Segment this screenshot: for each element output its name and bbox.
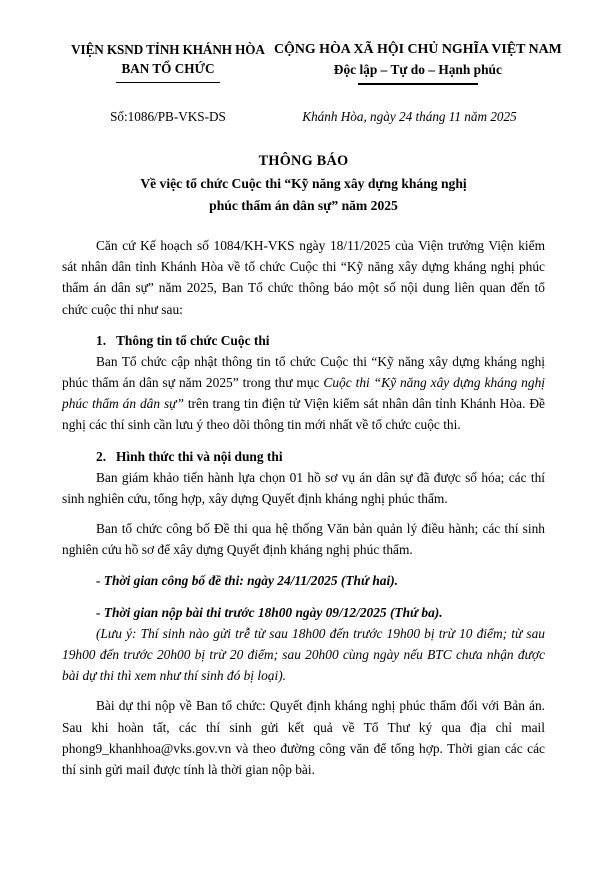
penalty-note-paragraph: (Lưu ý: Thí sinh nào gửi trễ từ sau 18h00 đến trước 19h00 bị trừ 10 điểm; từ sau 19h00 đến trước 20h00 bị trừ 20 điểm; sau 20h00 cùng ngày nếu BTC chưa nhận được bài dự thi thì xem như thí sinh đó bị loại). [62,625,545,684]
issuing-organization-name: VIỆN KSND TỈNH KHÁNH HÒA [71,42,265,57]
country-name: CỘNG HÒA XÃ HỘI CHỦ NGHĨA VIỆT NAM [274,42,562,57]
header-left-underline [116,82,220,83]
document-type-title: THÔNG BÁO [258,152,349,169]
section-2-heading [62,446,545,467]
section-2-number: 2. [96,448,107,464]
section-1-paragraph-part-2: trên trang tin điện tử Viện kiểm sát nhân dân tỉnh Khánh Hòa. Đề nghị các thí sinh cần lưu ý theo dõi thông tin mới nhất về tổ chức cuộc thi. [62,396,545,433]
header-right-underline [358,83,478,84]
document-meta-row [62,109,545,125]
document-body [62,235,545,780]
section-1-paragraph [62,351,545,436]
document-subject-line-1: Về việc tổ chức Cuộc thi “Kỹ năng xây dựng kháng nghị [140,175,467,191]
section-1-heading [62,330,545,351]
section-2-heading-text: Hình thức thi và nội dung thi [116,448,283,464]
exam-release-time-line: - Thời gian công bố đề thi: ngày 24/11/2025 (Thứ hai). [96,573,399,589]
title-block [62,151,545,216]
document-header [62,40,562,85]
national-motto-block [274,40,562,85]
issuing-department-name: BAN TỔ CHỨC [121,61,215,77]
section-1-folder-name: Cuộc thi “Kỹ năng xây dựng kháng nghị phúc thẩm án dân sự” [62,375,545,412]
section-1-heading-text: Thông tin tổ chức Cuộc thi [116,332,270,348]
section-2-paragraph-2: Ban tổ chức công bố Đề thi qua hệ thống Văn bản quản lý điều hành; các thí sinh nghiên cứu hồ sơ để xây dựng Quyết định kháng nghị phúc thẩm. [62,521,545,558]
section-2-paragraph-1: Ban giám khảo tiến hành lựa chọn 01 hồ sơ vụ án dân sự đã được số hóa; các thí sinh nghiên cứu, tổng hợp, xây dựng Quyết định kháng nghị phúc thẩm. [62,469,545,506]
exam-submission-deadline-line: - Thời gian nộp bài thi trước 18h00 ngày 09/12/2025 (Thứ ba). [96,604,443,620]
issuing-organization-block [62,40,274,83]
intro-paragraph: Căn cứ Kế hoạch số 1084/KH-VKS ngày 18/11/2025 của Viện trưởng Viện kiểm sát nhân dân tỉnh Khánh Hòa về tổ chức Cuộc thi “Kỹ năng xây dựng kháng nghị phúc thẩm án dân sự” năm 2025, Ban Tổ chức thông báo một số nội dung liên quan đến tổ chức cuộc thi như sau: [62,238,545,317]
document-number: Số:1086/PB-VKS-DS [110,108,226,124]
document-subject-line-2: phúc thẩm án dân sự” năm 2025 [209,198,398,214]
national-motto: Độc lập – Tự do – Hạnh phúc [333,62,502,78]
submission-instructions-paragraph: Bài dự thi nộp về Ban tổ chức: Quyết định kháng nghị phúc thẩm đối với Bản án. Sau khi hoàn tất, các thí sinh gửi kết quả về Tổ Thư ký qua địa chỉ mail phong9_khanhhoa@vks.gov.vn và theo đường công văn để tổng hợp. Thời gian các các thí sinh gửi mail được tính là thời gian nộp bài. [62,698,545,777]
section-1-number: 1. [96,332,107,348]
place-and-date: Khánh Hòa, ngày 24 tháng 11 năm 2025 [302,108,517,124]
document-content [62,40,562,780]
section-1-paragraph-part-1: Ban Tổ chức cập nhật thông tin tổ chức Cuộc thi “Kỹ năng xây dựng kháng nghị phúc thẩm án dân sự năm 2025” trong thư mục [62,353,545,391]
